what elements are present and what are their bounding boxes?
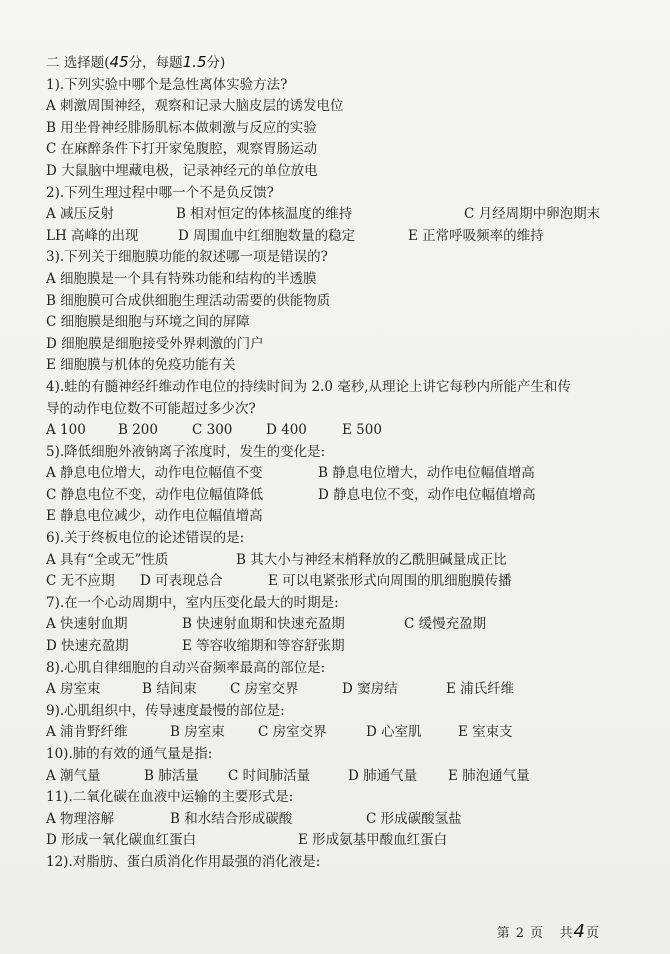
option: A 潮气量 bbox=[46, 767, 101, 784]
option: C 缓慢充盈期 bbox=[404, 616, 487, 633]
option: E 细胞膜与机体的免疫功能有关 bbox=[46, 357, 236, 374]
option-row bbox=[46, 766, 626, 788]
option: C 房室交界 bbox=[258, 724, 327, 741]
option: C 房室交界 bbox=[230, 681, 299, 698]
option-row bbox=[46, 722, 626, 744]
question-stem: 12).对脂肪、蛋白质消化作用最强的消化液是: bbox=[46, 853, 321, 870]
question-stem: 8).心肌自律细胞的自动兴奋频率最高的部位是: bbox=[46, 659, 326, 676]
option: B 其大小与神经末梢释放的乙酰胆碱量成正比 bbox=[236, 551, 507, 568]
handwritten-total-pages: 4 bbox=[573, 921, 586, 942]
option-row bbox=[46, 204, 626, 226]
option: B 静息电位增大，动作电位幅值增高 bbox=[318, 465, 535, 482]
question-stem: 5).降低细胞外液钠离子浓度时，发生的变化是: bbox=[46, 443, 326, 460]
option: A 浦肯野纤维 bbox=[46, 724, 128, 741]
option: E 形成氨基甲酸血红蛋白 bbox=[298, 832, 448, 849]
question-stem: 10).肺的有效的通气量是指: bbox=[46, 746, 213, 762]
option: A 100 bbox=[46, 422, 86, 439]
section-heading: 二 选择题(45分，每题1.5分) bbox=[46, 53, 226, 71]
question-stem: 2).下列生理过程中哪一个不是负反馈? bbox=[46, 184, 274, 201]
option: C 300 bbox=[192, 422, 233, 439]
option: C 形成碳酸氢盐 bbox=[366, 810, 462, 827]
option-continuation: LH 高峰的出现 bbox=[46, 227, 139, 244]
option: D 心室肌 bbox=[366, 724, 422, 741]
option-row bbox=[46, 571, 626, 593]
question-stem: 1).下列实验中哪个是急性离体实验方法? bbox=[46, 76, 288, 93]
handwritten-score: 45 bbox=[109, 53, 129, 71]
option: C 静息电位不变，动作电位幅值降低 bbox=[46, 486, 264, 503]
option: E 正常呼吸频率的维持 bbox=[408, 227, 544, 244]
option-row bbox=[46, 809, 626, 831]
option: D 形成一氧化碳血红蛋白 bbox=[46, 832, 197, 849]
option: E 室束支 bbox=[458, 724, 513, 741]
option: D 可表现总合 bbox=[140, 573, 223, 590]
option: B 200 bbox=[118, 422, 158, 439]
question-stem: 11).二氧化碳在血液中运输的主要形式是: bbox=[46, 789, 294, 806]
option: D 大鼠脑中埋藏电极，记录神经元的单位放电 bbox=[46, 162, 318, 179]
option: C 在麻醉条件下打开家兔腹腔，观察胃肠运动 bbox=[46, 141, 318, 158]
option: A 物理溶解 bbox=[46, 810, 115, 827]
option: B 结间束 bbox=[142, 681, 197, 698]
option: D 细胞膜是细胞接受外界刺激的门户 bbox=[46, 335, 264, 352]
option: E 可以电紧张形式向周围的肌细胞膜传播 bbox=[268, 573, 512, 590]
option: C 月经周期中卵泡期末 bbox=[464, 206, 601, 223]
option: B 肺活量 bbox=[144, 767, 199, 784]
option: E 静息电位减少，动作电位幅值增高 bbox=[46, 508, 263, 525]
option-row bbox=[46, 420, 626, 442]
option-row bbox=[46, 614, 626, 636]
option: B 房室束 bbox=[170, 724, 225, 741]
option: C 细胞膜是细胞与环境之间的屏障 bbox=[46, 314, 250, 331]
option-row bbox=[46, 830, 626, 852]
option: B 快速射血期和快速充盈期 bbox=[182, 616, 345, 633]
question-list bbox=[46, 52, 626, 874]
option: B 细胞膜可合成供细胞生理活动需要的供能物质 bbox=[46, 292, 331, 309]
page-footer: 第 2 页 共4页 bbox=[496, 921, 600, 942]
option: B 用坐骨神经腓肠肌标本做刺激与反应的实验 bbox=[46, 119, 317, 136]
question-stem: 6).关于终板电位的论述错误的是: bbox=[46, 530, 245, 547]
option: A 刺激周围神经，观察和记录大脑皮层的诱发电位 bbox=[46, 98, 344, 115]
option-row bbox=[46, 636, 626, 658]
option: E 浦氏纤维 bbox=[446, 681, 515, 698]
option: C 时间肺活量 bbox=[228, 767, 311, 784]
option: A 静息电位增大，动作电位幅值不变 bbox=[46, 465, 263, 482]
question-stem: 3).下列关于细胞膜功能的叙述哪一项是错误的? bbox=[46, 249, 328, 266]
question-stem: 9).心肌组织中，传导速度最慢的部位是: bbox=[46, 702, 285, 719]
option: A 细胞膜是一个具有特殊功能和结构的半透膜 bbox=[46, 270, 317, 287]
option: A 房室束 bbox=[46, 681, 101, 698]
option: D 快速充盈期 bbox=[46, 638, 129, 655]
option: A 快速射血期 bbox=[46, 616, 128, 633]
option: C 无不应期 bbox=[46, 573, 115, 590]
handwritten-each: 1.5 bbox=[182, 53, 207, 71]
option: D 周围血中红细胞数量的稳定 bbox=[178, 227, 356, 244]
option-row bbox=[46, 485, 626, 507]
option: B 相对恒定的体核温度的维持 bbox=[176, 206, 353, 223]
question-stem: 7).在一个心动周期中，室内压变化最大的时期是: bbox=[46, 594, 339, 611]
option: E 等容收缩期和等容舒张期 bbox=[182, 638, 345, 655]
option: A 具有“全或无”性质 bbox=[46, 551, 169, 568]
option: A 减压反射 bbox=[46, 206, 115, 223]
question-stem: 4).蛙的有髓神经纤维动作电位的持续时间为 2.0 毫秒,从理论上讲它每秒内所能产生和传 bbox=[46, 378, 571, 395]
option: E 500 bbox=[342, 422, 382, 439]
option: D 静息电位不变，动作电位幅值增高 bbox=[318, 486, 536, 503]
option: D 肺通气量 bbox=[348, 767, 418, 784]
question-stem-continuation: 导的动作电位数不可能超过多少次? bbox=[46, 400, 256, 417]
option: E 肺泡通气量 bbox=[448, 767, 530, 784]
option: B 和水结合形成碳酸 bbox=[170, 810, 293, 827]
option-row bbox=[46, 226, 626, 248]
page-number: 第 2 页 bbox=[496, 926, 545, 941]
option-row bbox=[46, 550, 626, 572]
option-row bbox=[46, 679, 626, 701]
option: D 窦房结 bbox=[342, 681, 398, 698]
option-row bbox=[46, 463, 626, 485]
option: D 400 bbox=[266, 422, 307, 439]
